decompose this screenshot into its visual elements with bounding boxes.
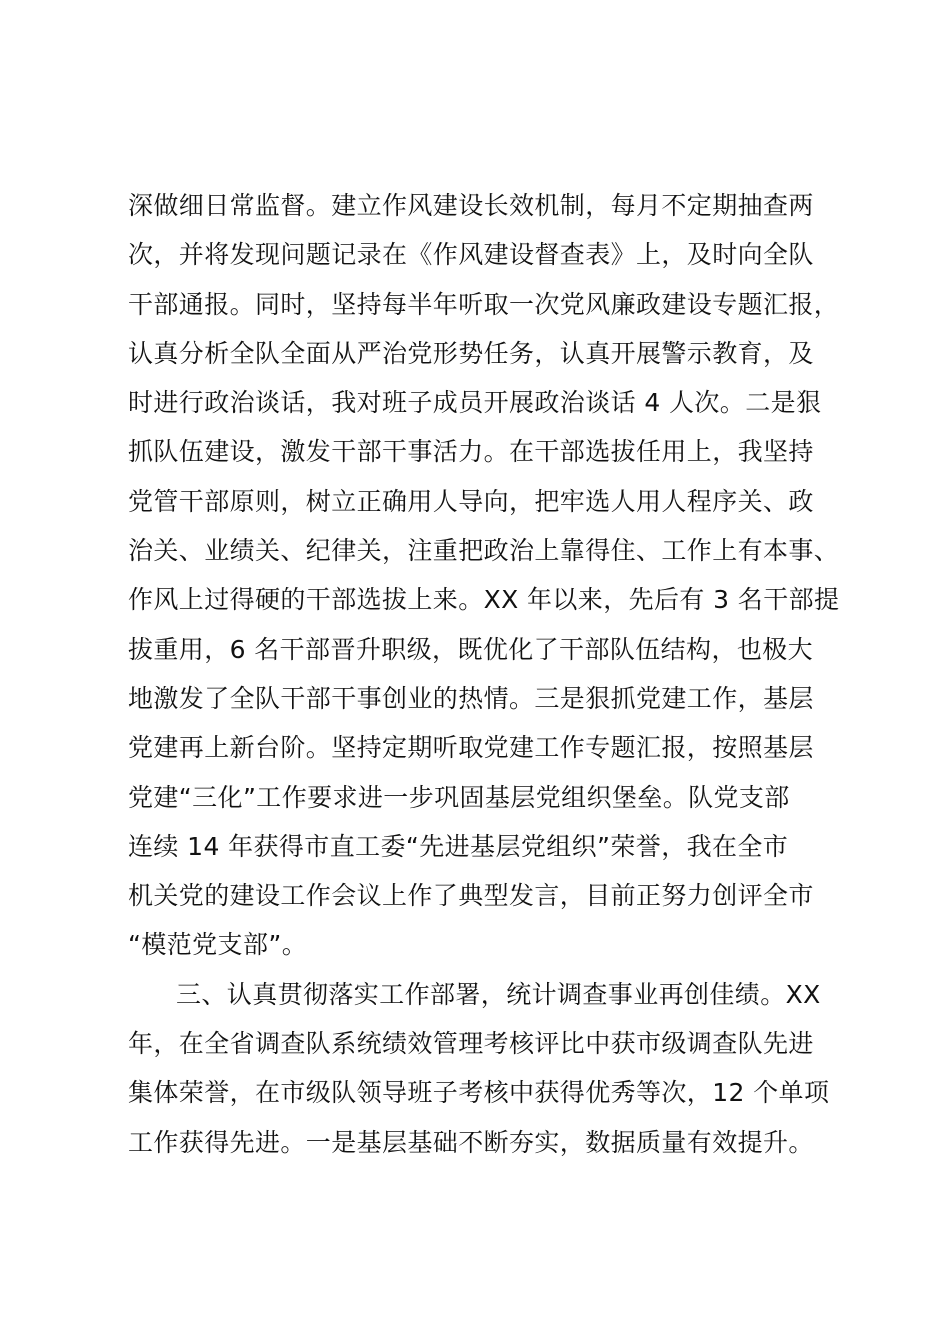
document-body bbox=[128, 181, 868, 1167]
text-line: 深做细日常监督。建立作风建设长效机制，每月不定期抽查两 bbox=[128, 191, 814, 220]
text-line: 抓队伍建设，激发干部干事活力。在干部选拔任用上，我坚持 bbox=[128, 437, 814, 467]
paragraph-1 bbox=[128, 181, 868, 970]
text-line: 党管干部原则，树立正确用人导向，把牢选人用人程序关、政 bbox=[128, 486, 814, 516]
text-line: 集体荣誉，在市级队领导班子考核中获得优秀等次，12 个单项 bbox=[128, 1078, 830, 1108]
text-line: 工作获得先进。一是基层基础不断夯实，数据质量有效提升。 bbox=[128, 1127, 814, 1157]
text-line: 时进行政治谈话，我对班子成员开展政治谈话 4 人次。二是狠 bbox=[128, 388, 822, 418]
text-line: 党建“三化”工作要求进一步巩固基层党组织堡垒。队党支部 bbox=[128, 782, 790, 812]
text-line: 次，并将发现问题记录在《作风建设督查表》上，及时向全队 bbox=[128, 240, 814, 270]
text-line: 干部通报。同时，坚持每半年听取一次党风廉政建设专题汇报， bbox=[128, 289, 840, 319]
text-line: 认真分析全队全面从严治党形势任务，认真开展警示教育，及 bbox=[128, 338, 814, 368]
text-line: 拔重用，6 名干部晋升职级，既优化了干部队伍结构，也极大 bbox=[128, 634, 814, 664]
text-line: 年，在全省调查队系统绩效管理考核评比中获市级调查队先进 bbox=[128, 1029, 814, 1059]
text-line: 作风上过得硬的干部选拔上来。XX 年以来，先后有 3 名干部提 bbox=[128, 585, 840, 615]
text-line: “模范党支部”。 bbox=[128, 930, 308, 960]
text-line: 连续 14 年获得市直工委“先进基层党组织”荣誉，我在全市 bbox=[128, 831, 789, 861]
text-line: 机关党的建设工作会议上作了典型发言，目前正努力创评全市 bbox=[128, 881, 814, 911]
text-line: 党建再上新台阶。坚持定期听取党建工作专题汇报，按照基层 bbox=[128, 733, 814, 763]
text-line: 地激发了全队干部干事创业的热情。三是狠抓党建工作，基层 bbox=[128, 683, 814, 713]
text-line: 治关、业绩关、纪律关，注重把政治上靠得住、工作上有本事、 bbox=[128, 536, 840, 566]
text-line: 三、认真贯彻落实工作部署，统计调查事业再创佳绩。XX bbox=[176, 979, 821, 1009]
paragraph-2 bbox=[128, 970, 868, 1167]
